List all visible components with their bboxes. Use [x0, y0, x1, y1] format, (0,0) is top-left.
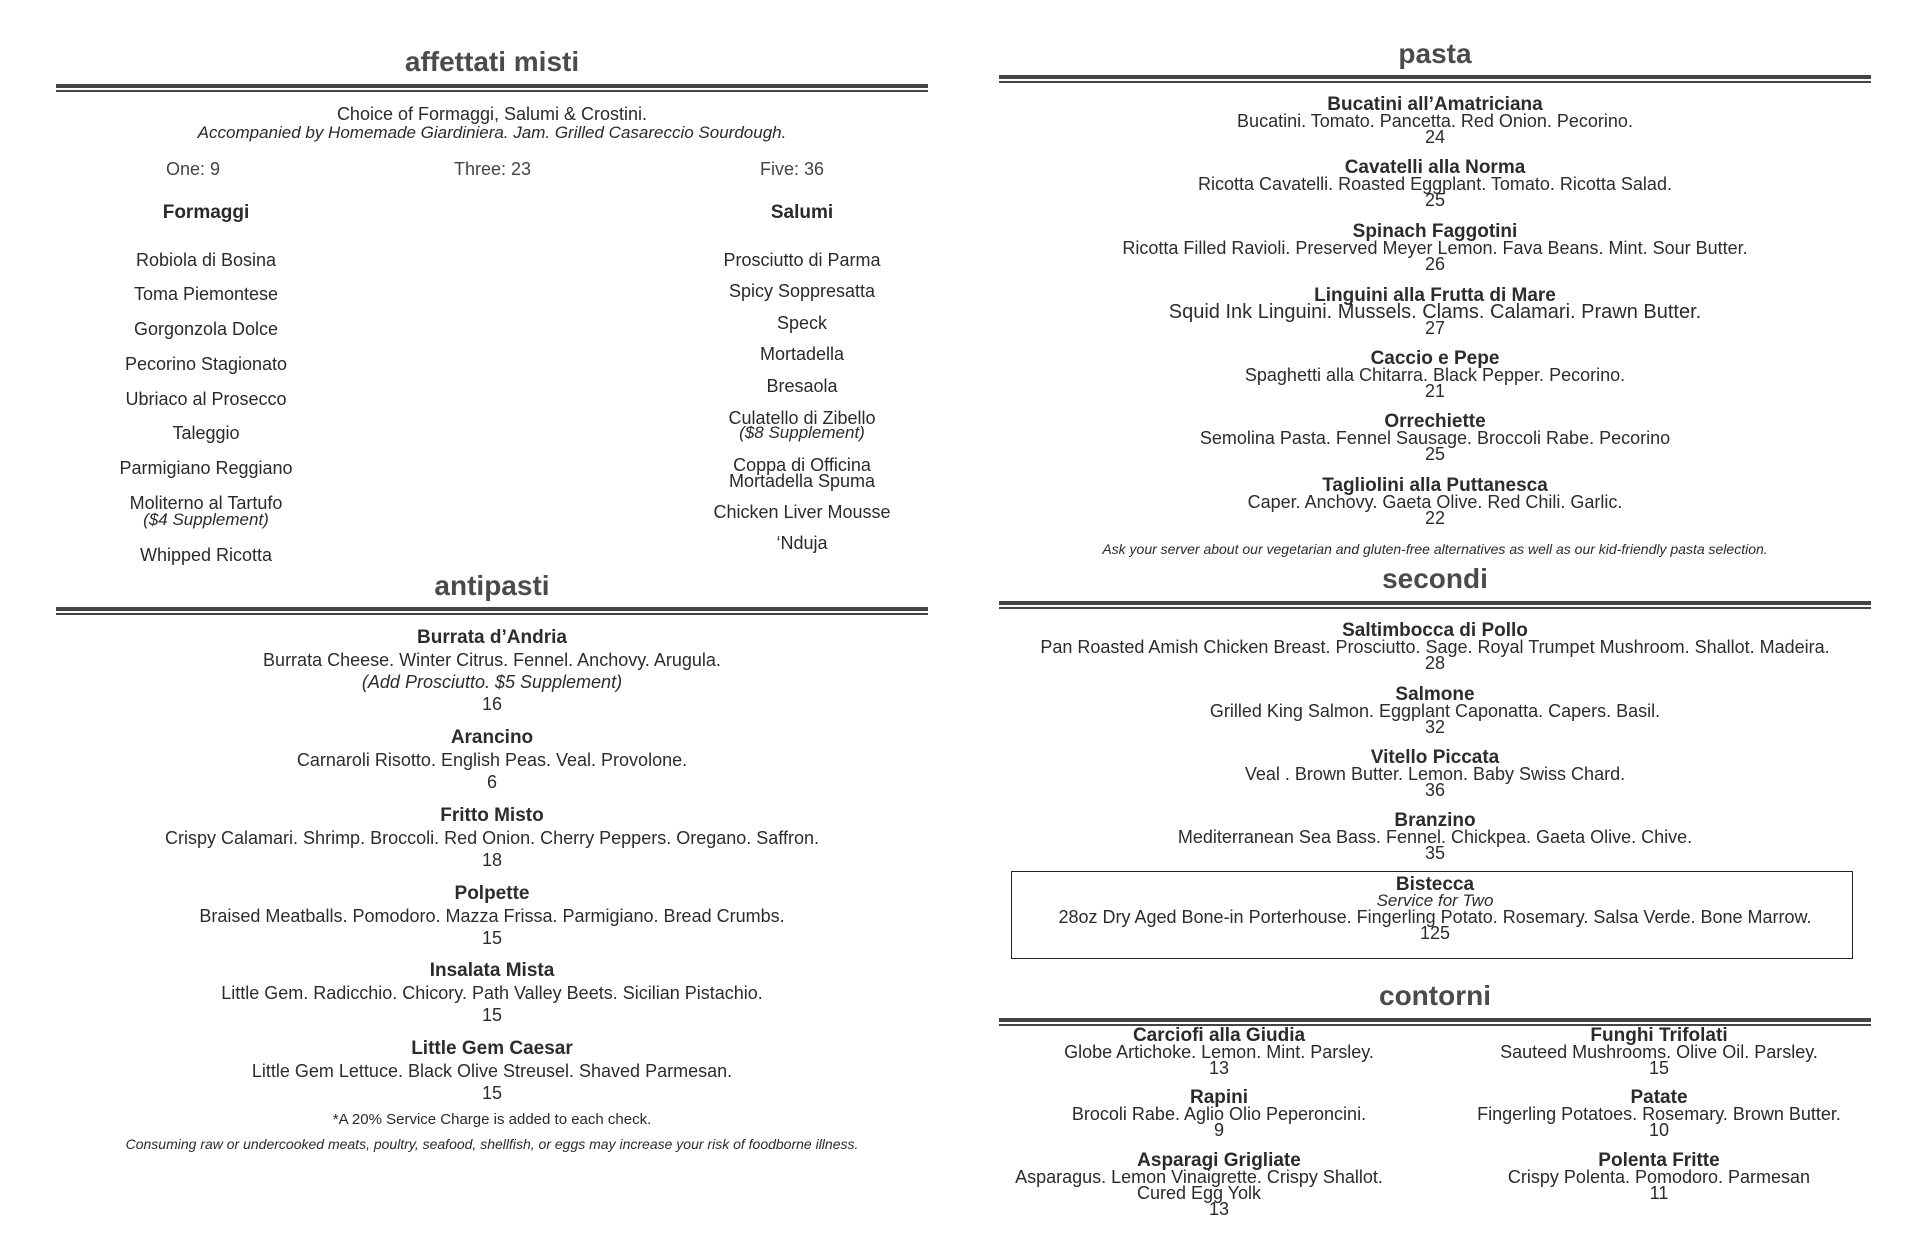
formaggi-item: Taleggio — [172, 423, 240, 443]
formaggi-supplement: ($4 Supplement) — [143, 510, 269, 529]
contorni-item: Patate Fingerling Potatoes. Rosemary. Brown Butter. 10 — [1477, 1087, 1841, 1140]
price-one: One: 9 — [166, 159, 221, 179]
antipasti-title: antipasti — [434, 570, 550, 601]
antipasti-item: Burrata d’Andria Burrata Cheese. Winter Citrus. Fennel. Anchovy. Arugula. (Add Prosciutto. $5 Supplement) 16 — [263, 627, 721, 714]
formaggi-item: Ubriaco al Prosecco — [125, 389, 287, 409]
formaggi-item: Robiola di Bosina — [135, 250, 277, 270]
pasta-item: Orrechiette Semolina Pasta. Fennel Sausage. Broccoli Rabe. Pecorino 25 — [1199, 411, 1671, 464]
secondi-divider — [999, 601, 1871, 609]
price-five: Five: 36 — [760, 159, 825, 179]
formaggi-item: Toma Piemontese — [133, 284, 279, 304]
formaggi-item: Parmigiano Reggiano — [119, 458, 293, 478]
contorni-item: Rapini Brocoli Rabe. Aglio Olio Peperoncini. 9 — [1071, 1087, 1367, 1140]
antipasti-item: Little Gem Caesar Little Gem Lettuce. Black Olive Streusel. Shaved Parmesan. 15 — [251, 1038, 733, 1103]
pasta-item: Spinach Faggotini Ricotta Filled Ravioli. Preserved Meyer Lemon. Fava Beans. Mint. Sour Butter. 26 — [1122, 221, 1748, 274]
salumi-item: Mortadella Spuma — [728, 471, 876, 491]
salumi-item: Mortadella — [759, 344, 845, 364]
formaggi-title: Formaggi — [162, 202, 250, 223]
antipasti-item: Fritto Misto Crispy Calamari. Shrimp. Broccoli. Red Onion. Cherry Peppers. Oregano. Saffron. 18 — [165, 805, 819, 870]
formaggi-item: Pecorino Stagionato — [124, 354, 288, 374]
price-three: Three: 23 — [454, 159, 532, 179]
antipasti-item: Arancino Carnaroli Risotto. English Peas. Veal. Provolone. 6 — [296, 727, 688, 792]
formaggi-item: Whipped Ricotta — [139, 545, 273, 565]
secondi-item: Branzino Mediterranean Sea Bass. Fennel. Chickpea. Gaeta Olive. Chive. 35 — [1177, 810, 1693, 863]
pasta-divider — [999, 75, 1871, 83]
pasta-item: Bucatini all’Amatriciana Bucatini. Tomato. Pancetta. Red Onion. Pecorino. 24 — [1237, 94, 1633, 147]
affettati-divider — [56, 84, 928, 92]
salumi-item: Bresaola — [766, 376, 838, 396]
salumi-item: Culatello di Zibello — [728, 408, 876, 428]
formaggi-item: Moliterno al Tartufo — [129, 493, 283, 513]
foodborne-warning: Consuming raw or undercooked meats, poultry, seafood, shellfish, or eggs may increase your risk of foodborne illness. — [125, 1136, 859, 1152]
affettati-intro: Choice of Formaggi, Salumi & Crostini. — [336, 104, 648, 124]
contorni-title: contorni — [1379, 980, 1491, 1011]
contorni-divider — [999, 1018, 1871, 1026]
bistecca-feature: Bistecca Service for Two 28oz Dry Aged Bone-in Porterhouse. Fingerling Potato. Rosemary. Salsa Verde. Bone Marrow. 125 — [1058, 874, 1812, 943]
service-charge-note: *A 20% Service Charge is added to each check. — [332, 1111, 652, 1128]
antipasti-item: Insalata Mista Little Gem. Radicchio. Chicory. Path Valley Beets. Sicilian Pistachio. 15 — [221, 960, 763, 1025]
formaggi-item: Gorgonzola Dolce — [133, 319, 279, 339]
secondi-item: Salmone Grilled King Salmon. Eggplant Caponatta. Capers. Basil. 32 — [1209, 684, 1661, 737]
salumi-title: Salumi — [770, 202, 834, 223]
salumi-item: ‘Nduja — [776, 533, 828, 553]
pasta-item: Caccio e Pepe Spaghetti alla Chitarra. Black Pepper. Pecorino. 21 — [1244, 348, 1626, 401]
salumi-item: Speck — [776, 313, 828, 333]
pasta-item: Cavatelli alla Norma Ricotta Cavatelli. Roasted Eggplant. Tomato. Ricotta Salad. 25 — [1198, 157, 1672, 210]
contorni-item: Asparagi Grigliate Asparagus. Lemon Vinaigrette. Crispy Shallot. Cured Egg Yolk 13 — [1015, 1150, 1383, 1219]
salumi-supplement: ($8 Supplement) — [739, 423, 865, 442]
antipasti-item: Polpette Braised Meatballs. Pomodoro. Mazza Frissa. Parmigiano. Bread Crumbs. 15 — [199, 883, 785, 948]
contorni-item: Funghi Trifolati Sauteed Mushrooms. Olive Oil. Parsley. 15 — [1500, 1025, 1818, 1078]
pasta-item: Linguini alla Frutta di Mare Squid Ink Linguini. Mussels. Clams. Calamari. Prawn Butter. 27 — [1168, 285, 1702, 338]
pasta-note: Ask your server about our vegetarian and gluten-free alternatives as well as our kid-friendly pasta selection. — [1102, 541, 1768, 557]
salumi-item: Spicy Soppresatta — [728, 281, 876, 301]
salumi-item: Coppa di Officina — [733, 455, 871, 475]
secondi-title: secondi — [1382, 563, 1488, 594]
affettati-accompaniment: Accompanied by Homemade Giardiniera. Jam. Grilled Casareccio Sourdough. — [197, 123, 787, 142]
affettati-title: affettati misti — [404, 46, 580, 77]
antipasti-divider — [56, 607, 928, 615]
pasta-item: Tagliolini alla Puttanesca Caper. Anchovy. Gaeta Olive. Red Chili. Garlic. 22 — [1247, 475, 1623, 528]
secondi-item: Saltimbocca di Pollo Pan Roasted Amish Chicken Breast. Prosciutto. Sage. Royal Trumpet Mushroom. Shallot. Madeira. 28 — [1040, 620, 1830, 673]
salumi-item: Prosciutto di Parma — [723, 250, 881, 270]
pasta-title: pasta — [1398, 38, 1472, 69]
contorni-item: Carciofi alla Giudia Globe Artichoke. Lemon. Mint. Parsley. 13 — [1064, 1025, 1374, 1078]
secondi-item: Vitello Piccata Veal . Brown Butter. Lemon. Baby Swiss Chard. 36 — [1244, 747, 1626, 800]
contorni-item: Polenta Fritte Crispy Polenta. Pomodoro. Parmesan 11 — [1507, 1150, 1811, 1203]
salumi-item: Chicken Liver Mousse — [713, 502, 891, 522]
